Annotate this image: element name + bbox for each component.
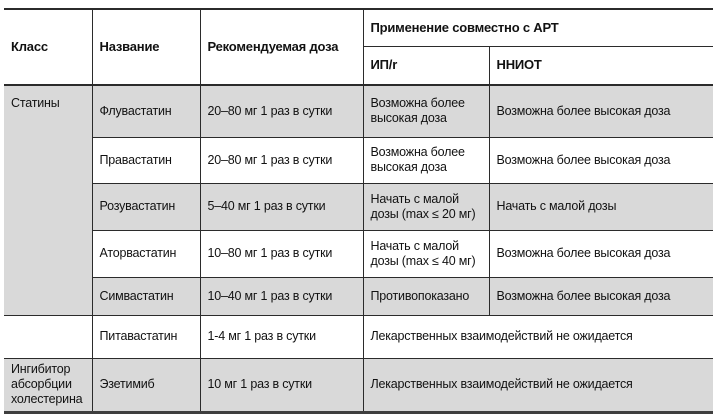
table-row xyxy=(4,277,713,315)
table-row xyxy=(4,85,713,137)
dose-value: 10–40 мг 1 раз в сутки xyxy=(200,277,363,315)
table-body xyxy=(4,85,713,412)
table-row xyxy=(4,230,713,277)
column-header-nnrti: ННИОТ xyxy=(489,46,713,85)
drug-name: Розувастатин xyxy=(92,183,200,230)
combined-interaction: Лекарственных взаимодействий не ожидается xyxy=(363,358,713,412)
class-group-cholesterol-inhibitor: Ингибитор абсорбции холестерина xyxy=(4,358,92,412)
dose-value: 20–80 мг 1 раз в сутки xyxy=(200,137,363,183)
drug-name: Питавастатин xyxy=(92,315,200,358)
drug-name: Флувастатин xyxy=(92,85,200,137)
class-group-empty xyxy=(4,315,92,358)
table-row xyxy=(4,315,713,358)
column-header-dose: Рекомендуемая доза xyxy=(200,9,363,85)
dose-value: 1-4 мг 1 раз в сутки xyxy=(200,315,363,358)
table-header xyxy=(4,9,713,85)
statin-art-interaction-table xyxy=(4,8,713,414)
nnrti-interaction: Возможна более высокая доза xyxy=(489,137,713,183)
header-row-1 xyxy=(4,9,713,46)
pi-interaction: Возможна более высокая доза xyxy=(363,85,489,137)
drug-name: Правастатин xyxy=(92,137,200,183)
nnrti-interaction: Возможна более высокая доза xyxy=(489,85,713,137)
drug-name: Эзетимиб xyxy=(92,358,200,412)
drug-name: Аторвастатин xyxy=(92,230,200,277)
pi-interaction: Противопоказано xyxy=(363,277,489,315)
class-group-statins: Статины xyxy=(4,85,92,315)
column-header-class: Класс xyxy=(4,9,92,85)
table-row xyxy=(4,137,713,183)
table-row xyxy=(4,183,713,230)
column-header-pi-r: ИП/r xyxy=(363,46,489,85)
nnrti-interaction: Возможна более высокая доза xyxy=(489,230,713,277)
pi-interaction: Начать с малой дозы (max ≤ 20 мг) xyxy=(363,183,489,230)
table-row xyxy=(4,358,713,412)
dose-value: 20–80 мг 1 раз в сутки xyxy=(200,85,363,137)
nnrti-interaction: Возможна более высокая доза xyxy=(489,277,713,315)
column-header-name: Название xyxy=(92,9,200,85)
column-header-art-group: Применение совместно с АРТ xyxy=(363,9,713,46)
dose-value: 10–80 мг 1 раз в сутки xyxy=(200,230,363,277)
dose-value: 10 мг 1 раз в сутки xyxy=(200,358,363,412)
dose-value: 5–40 мг 1 раз в сутки xyxy=(200,183,363,230)
pi-interaction: Возможна более высокая доза xyxy=(363,137,489,183)
pi-interaction: Начать с малой дозы (max ≤ 40 мг) xyxy=(363,230,489,277)
drug-name: Симвастатин xyxy=(92,277,200,315)
nnrti-interaction: Начать с малой дозы xyxy=(489,183,713,230)
combined-interaction: Лекарственных взаимодействий не ожидается xyxy=(363,315,713,358)
